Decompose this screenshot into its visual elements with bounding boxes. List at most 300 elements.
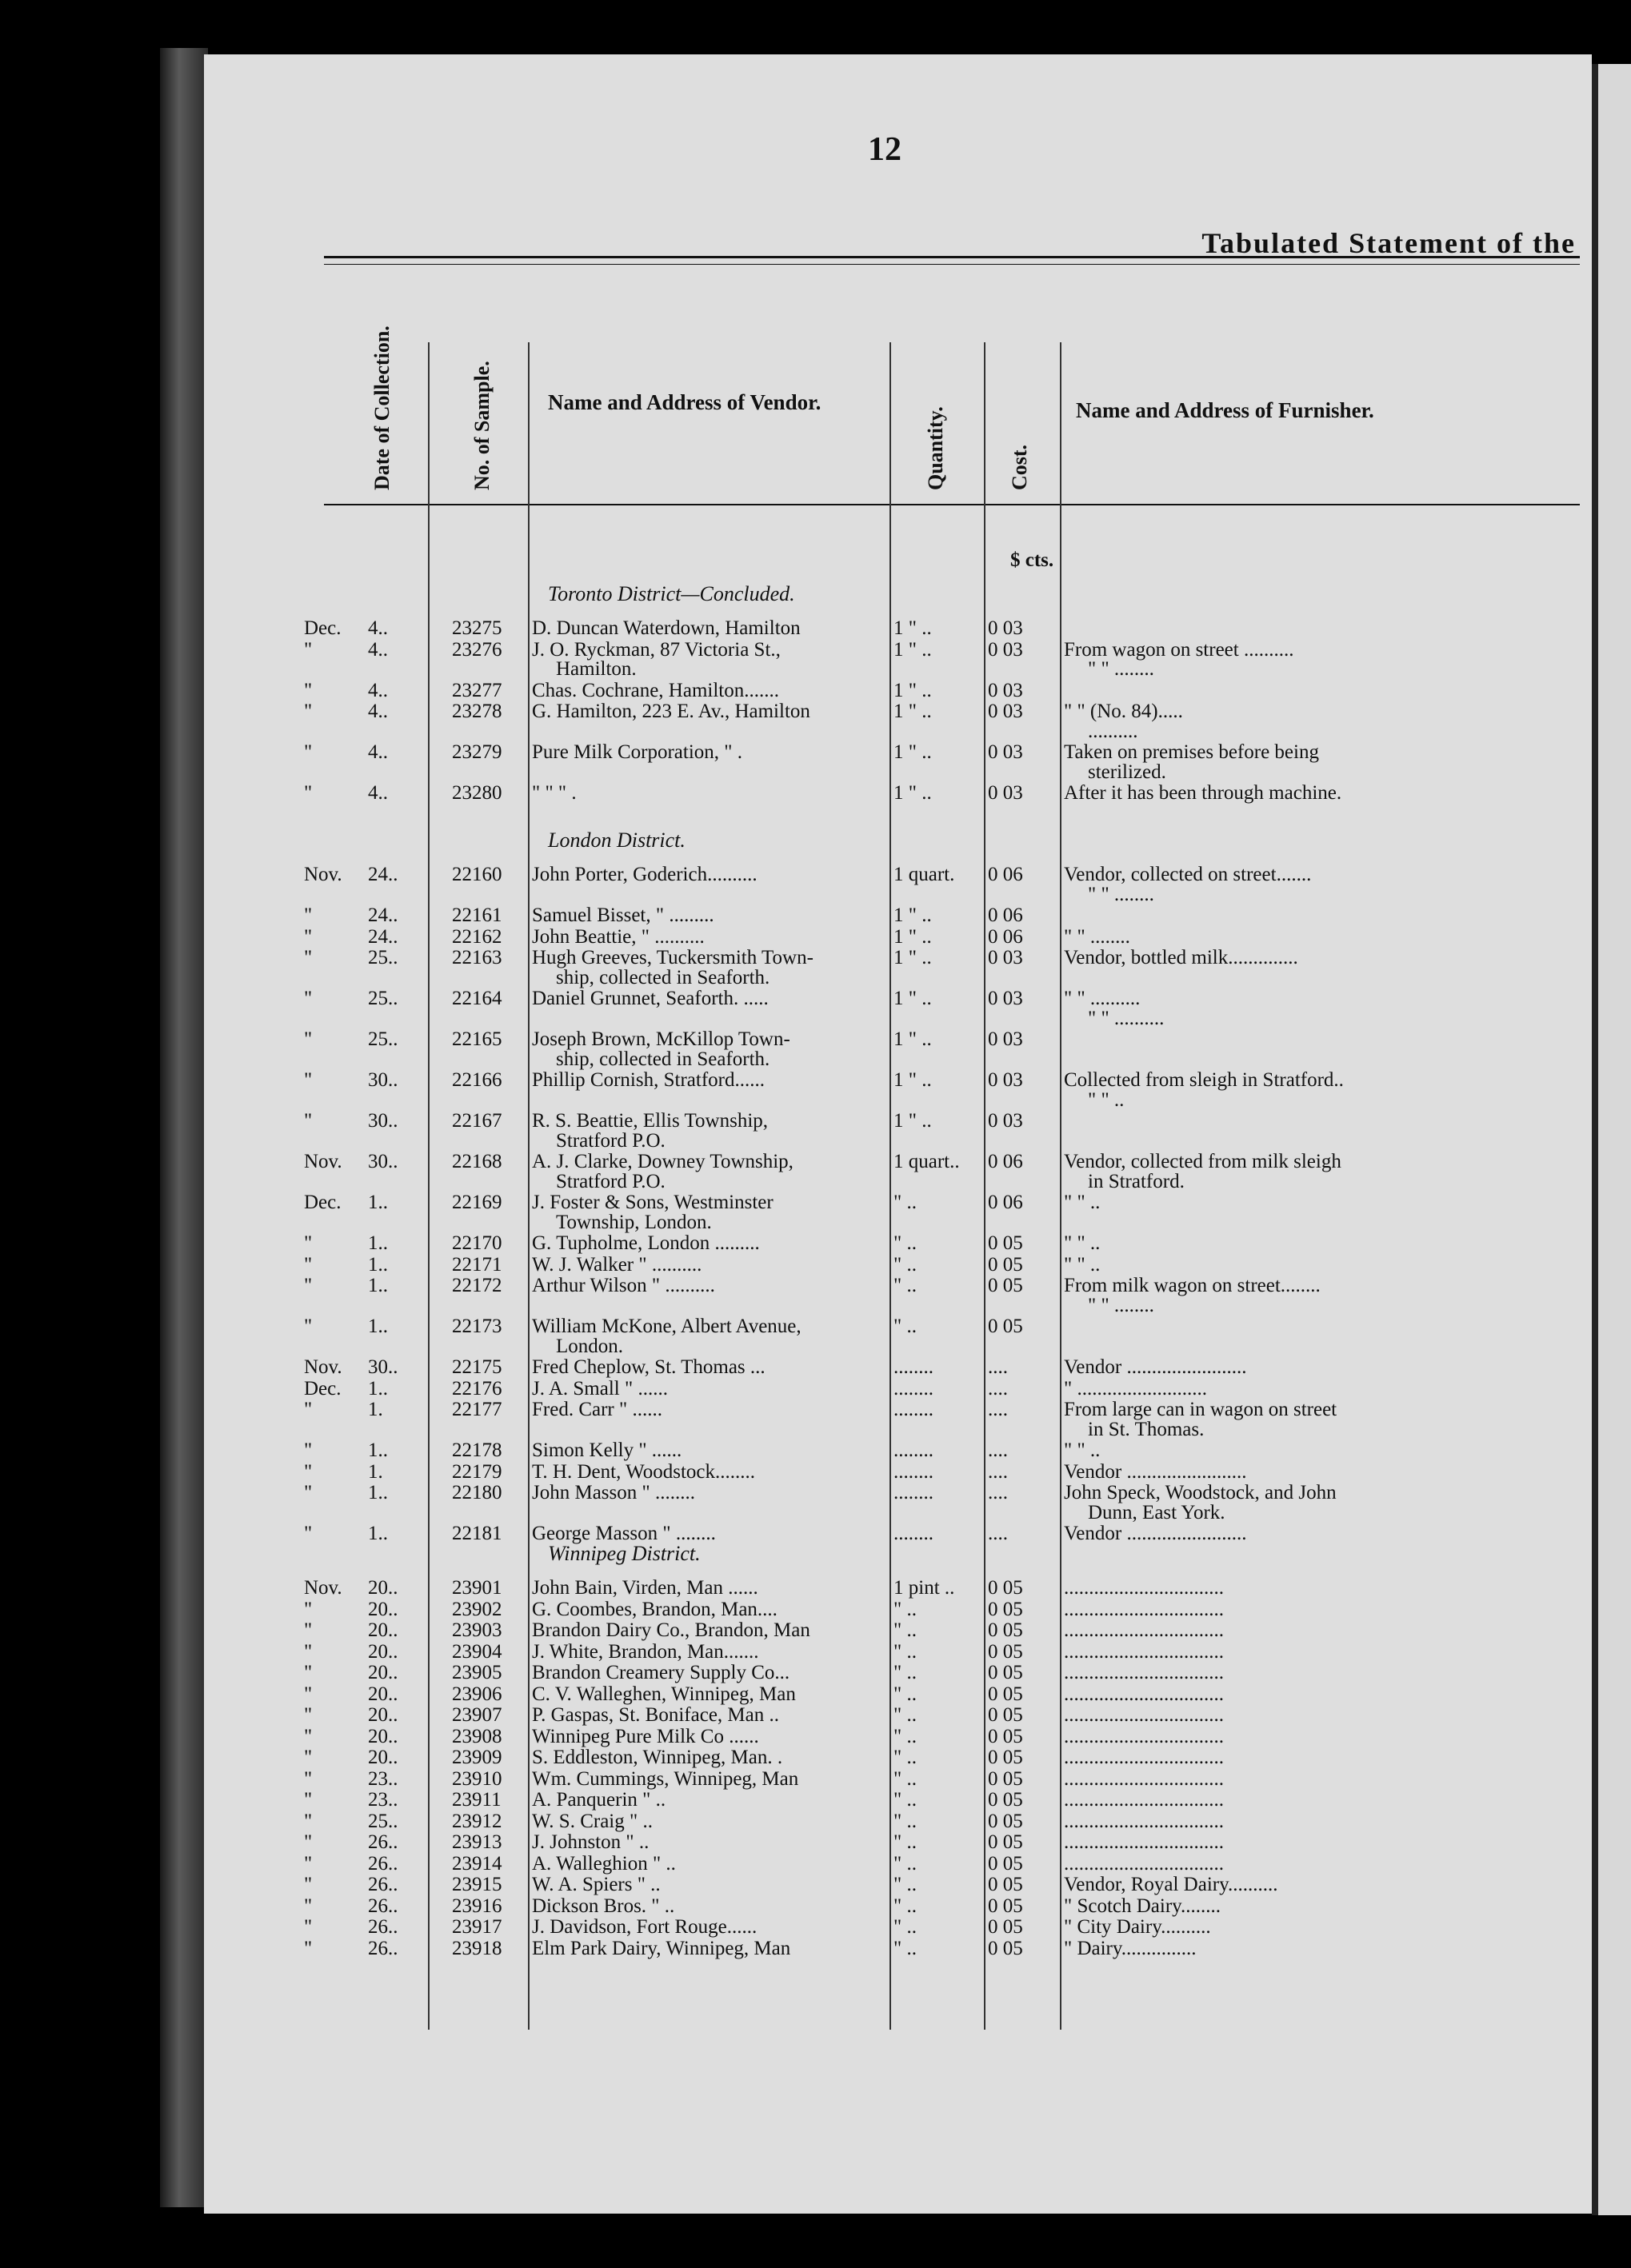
- date-month: ": [304, 1619, 313, 1641]
- furnisher: Vendor ........................: [1064, 1356, 1247, 1378]
- quantity: " ..: [893, 1253, 917, 1276]
- cost: 0 06: [988, 1151, 1023, 1172]
- date-day: 4..: [368, 638, 388, 661]
- quantity: 1 " ..: [893, 701, 932, 722]
- sample-number: 23904: [452, 1640, 502, 1663]
- quantity: 1 " ..: [893, 988, 932, 1009]
- date-month: ": [304, 925, 313, 948]
- date-day: 1..: [368, 1482, 388, 1503]
- furnisher: " " ........: [1064, 925, 1130, 948]
- sample-number: 23914: [452, 1852, 502, 1875]
- sample-number: 22167: [452, 1110, 502, 1132]
- cost: 0 06: [988, 925, 1023, 948]
- date-day: 20..: [368, 1640, 398, 1663]
- sample-number: 23280: [452, 782, 502, 804]
- column-header-cost: Cost.: [1008, 444, 1031, 490]
- date-day: 23..: [368, 1767, 398, 1790]
- quantity: ........: [893, 1482, 933, 1503]
- cost: 0 05: [988, 1747, 1023, 1768]
- cost: ....: [988, 1399, 1008, 1420]
- quantity: " ..: [893, 1725, 917, 1747]
- vendor-name-continued: Stratford P.O.: [556, 1170, 666, 1192]
- sample-number: 23279: [452, 741, 502, 763]
- vendor-name: John Porter, Goderich..........: [532, 864, 758, 885]
- quantity: " ..: [893, 1316, 917, 1337]
- date-day: 30..: [368, 1069, 398, 1091]
- date-month: ": [304, 1725, 313, 1747]
- cost: 0 05: [988, 1662, 1023, 1683]
- furnisher: " " ..........: [1064, 988, 1141, 1009]
- date-month: ": [304, 1852, 313, 1875]
- vendor-name: P. Gaspas, St. Boniface, Man ..: [532, 1704, 779, 1726]
- vendor-name: Daniel Grunnet, Seaforth. .....: [532, 988, 769, 1009]
- date-day: 30..: [368, 1110, 398, 1132]
- date-month: ": [304, 1028, 313, 1050]
- date-day: 23..: [368, 1789, 398, 1811]
- vendor-name: J. Davidson, Fort Rouge......: [532, 1916, 758, 1938]
- sample-number: 23909: [452, 1747, 502, 1768]
- furnisher: ................................: [1064, 1619, 1224, 1641]
- vendor-name: A. Panquerin " ..: [532, 1789, 666, 1811]
- date-month: ": [304, 904, 313, 926]
- vendor-name: Joseph Brown, McKillop Town-: [532, 1028, 790, 1050]
- date-day: 20..: [368, 1662, 398, 1683]
- date-month: Nov.: [304, 864, 342, 885]
- quantity: " ..: [893, 1874, 917, 1895]
- vendor-name: J. A. Small " ......: [532, 1377, 668, 1400]
- vendor-name: Pure Milk Corporation, " .: [532, 741, 742, 763]
- date-day: 24..: [368, 864, 398, 885]
- cost: ....: [988, 1439, 1008, 1461]
- vendor-name: Dickson Bros. " ..: [532, 1895, 675, 1917]
- furnisher-continued: ..........: [1088, 720, 1138, 742]
- date-month: ": [304, 1232, 313, 1254]
- quantity: 1 " ..: [893, 1028, 932, 1050]
- date-month: ": [304, 1598, 313, 1620]
- date-day: 26..: [368, 1895, 398, 1917]
- furnisher: John Speck, Woodstock, and John: [1064, 1482, 1337, 1503]
- furnisher: Collected from sleigh in Stratford..: [1064, 1069, 1344, 1091]
- cost: 0 05: [988, 1577, 1023, 1599]
- furnisher: Vendor ........................: [1064, 1460, 1247, 1483]
- date-day: 20..: [368, 1704, 398, 1726]
- quantity: " ..: [893, 1598, 917, 1620]
- date-day: 25..: [368, 1810, 398, 1832]
- date-day: 25..: [368, 1028, 398, 1050]
- column-divider: [889, 342, 891, 2030]
- column-divider: [1060, 342, 1061, 2030]
- vendor-name: Brandon Creamery Supply Co...: [532, 1662, 790, 1683]
- vendor-name: J. O. Ryckman, 87 Victoria St.,: [532, 638, 781, 661]
- cost: 0 03: [988, 617, 1023, 639]
- date-day: 1..: [368, 1232, 388, 1254]
- vendor-name: John Masson " ........: [532, 1482, 695, 1503]
- cost: 0 05: [988, 1316, 1023, 1337]
- furnisher-continued: in Stratford.: [1088, 1170, 1185, 1192]
- date-day: 20..: [368, 1577, 398, 1599]
- sample-number: 22181: [452, 1523, 502, 1544]
- date-day: 24..: [368, 925, 398, 948]
- date-day: 20..: [368, 1598, 398, 1620]
- date-month: ": [304, 1789, 313, 1811]
- sample-number: 23910: [452, 1767, 502, 1790]
- furnisher: ................................: [1064, 1810, 1224, 1832]
- cost: 0 05: [988, 1725, 1023, 1747]
- sample-number: 23903: [452, 1619, 502, 1641]
- date-month: ": [304, 1916, 313, 1938]
- vendor-name-continued: London.: [556, 1335, 624, 1357]
- date-month: ": [304, 1110, 313, 1132]
- vendor-name: G. Hamilton, 223 E. Av., Hamilton: [532, 701, 810, 722]
- furnisher: " " ..: [1064, 1192, 1101, 1213]
- date-day: 1..: [368, 1316, 388, 1337]
- furnisher-continued: " " ........: [1088, 658, 1154, 680]
- page-gutter-shadow: [1592, 64, 1598, 2215]
- quantity: 1 " ..: [893, 782, 932, 804]
- furnisher: Taken on premises before being: [1064, 741, 1319, 763]
- vendor-name: George Masson " ........: [532, 1523, 716, 1544]
- quantity: " ..: [893, 1662, 917, 1683]
- date-month: ": [304, 1874, 313, 1895]
- furnisher: " ..........................: [1064, 1377, 1207, 1400]
- vendor-name: John Beattie, " ..........: [532, 925, 705, 948]
- date-day: 20..: [368, 1619, 398, 1641]
- quantity: 1 " ..: [893, 679, 932, 701]
- furnisher: Vendor, bottled milk..............: [1064, 947, 1298, 968]
- cost: 0 05: [988, 1767, 1023, 1790]
- page-number: 12: [868, 131, 901, 168]
- quantity: ........: [893, 1460, 933, 1483]
- date-day: 1..: [368, 1523, 388, 1544]
- cost: 0 03: [988, 947, 1023, 968]
- quantity: 1 " ..: [893, 1110, 932, 1132]
- cost: 0 03: [988, 741, 1023, 763]
- vendor-name: Fred Cheplow, St. Thomas ...: [532, 1356, 766, 1378]
- sample-number: 22172: [452, 1275, 502, 1296]
- quantity: " ..: [893, 1810, 917, 1832]
- column-divider: [528, 342, 530, 2030]
- date-month: ": [304, 782, 313, 804]
- sample-number: 23275: [452, 617, 502, 639]
- date-day: 1..: [368, 1275, 388, 1296]
- quantity: 1 quart..: [893, 1151, 960, 1172]
- quantity: " ..: [893, 1704, 917, 1726]
- date-day: 4..: [368, 617, 388, 639]
- quantity: " ..: [893, 1852, 917, 1875]
- section-title: London District.: [548, 829, 686, 852]
- sample-number: 23902: [452, 1598, 502, 1620]
- cost: 0 05: [988, 1852, 1023, 1875]
- date-day: 20..: [368, 1725, 398, 1747]
- date-day: 4..: [368, 679, 388, 701]
- quantity: 1 " ..: [893, 947, 932, 968]
- furnisher: Vendor ........................: [1064, 1523, 1247, 1544]
- cost: 0 05: [988, 1232, 1023, 1254]
- sample-number: 23912: [452, 1810, 502, 1832]
- sample-number: 22177: [452, 1399, 502, 1420]
- date-day: 1..: [368, 1377, 388, 1400]
- sample-number: 23276: [452, 638, 502, 661]
- furnisher: ................................: [1064, 1704, 1224, 1726]
- sample-number: 22175: [452, 1356, 502, 1378]
- sample-number: 23905: [452, 1662, 502, 1683]
- date-month: Dec.: [304, 617, 342, 639]
- cost: 0 05: [988, 1789, 1023, 1811]
- furnisher: ................................: [1064, 1662, 1224, 1683]
- quantity: " ..: [893, 1895, 917, 1917]
- vendor-name: G. Tupholme, London .........: [532, 1232, 760, 1254]
- sample-number: 22164: [452, 988, 502, 1009]
- date-month: ": [304, 1704, 313, 1726]
- vendor-name: Elm Park Dairy, Winnipeg, Man: [532, 1937, 791, 1959]
- quantity: ........: [893, 1439, 933, 1461]
- furnisher-continued: " " ........: [1088, 883, 1154, 905]
- vendor-name-continued: Stratford P.O.: [556, 1129, 666, 1152]
- furnisher: From large can in wagon on street: [1064, 1399, 1337, 1420]
- sample-number: 23278: [452, 701, 502, 722]
- vendor-name: Samuel Bisset, " .........: [532, 904, 714, 926]
- sample-number: 22162: [452, 925, 502, 948]
- quantity: 1 " ..: [893, 904, 932, 926]
- furnisher: ................................: [1064, 1831, 1224, 1853]
- quantity: " ..: [893, 1232, 917, 1254]
- quantity: " ..: [893, 1789, 917, 1811]
- vendor-name-continued: Township, London.: [556, 1211, 712, 1233]
- column-divider: [428, 342, 430, 2030]
- quantity: " ..: [893, 1747, 917, 1768]
- sample-number: 22160: [452, 864, 502, 885]
- date-month: ": [304, 1895, 313, 1917]
- date-month: ": [304, 638, 313, 661]
- cost: 0 03: [988, 1069, 1023, 1091]
- vendor-name: Winnipeg Pure Milk Co ......: [532, 1725, 759, 1747]
- quantity: " ..: [893, 1831, 917, 1853]
- vendor-name: Brandon Dairy Co., Brandon, Man: [532, 1619, 810, 1641]
- date-day: 24..: [368, 904, 398, 926]
- cost: ....: [988, 1523, 1008, 1544]
- vendor-name: D. Duncan Waterdown, Hamilton: [532, 617, 801, 639]
- furnisher-continued: Dunn, East York.: [1088, 1501, 1225, 1523]
- quantity: 1 " ..: [893, 1069, 932, 1091]
- cost: 0 05: [988, 1640, 1023, 1663]
- date-day: 26..: [368, 1916, 398, 1938]
- cost: 0 05: [988, 1253, 1023, 1276]
- date-day: 26..: [368, 1874, 398, 1895]
- date-month: ": [304, 1523, 313, 1544]
- vendor-name-continued: Hamilton.: [556, 658, 637, 680]
- column-header-sample: No. of Sample.: [470, 361, 494, 490]
- furnisher: ................................: [1064, 1789, 1224, 1811]
- sample-number: 22165: [452, 1028, 502, 1050]
- vendor-name: W. A. Spiers " ..: [532, 1874, 661, 1895]
- vendor-name: Simon Kelly " ......: [532, 1439, 682, 1461]
- furnisher: ................................: [1064, 1598, 1224, 1620]
- cost: 0 03: [988, 1028, 1023, 1050]
- vendor-name-continued: ship, collected in Seaforth.: [556, 966, 770, 988]
- vendor-name: Hugh Greeves, Tuckersmith Town-: [532, 947, 814, 968]
- furnisher: ................................: [1064, 1747, 1224, 1768]
- vendor-name: A. Walleghion " ..: [532, 1852, 676, 1875]
- date-month: ": [304, 1937, 313, 1959]
- furnisher-continued: sterilized.: [1088, 761, 1166, 783]
- quantity: " ..: [893, 1916, 917, 1938]
- cost: ....: [988, 1460, 1008, 1483]
- vendor-name: S. Eddleston, Winnipeg, Man. .: [532, 1747, 783, 1768]
- furnisher-continued: in St. Thomas.: [1088, 1418, 1205, 1440]
- date-month: ": [304, 1747, 313, 1768]
- date-day: 26..: [368, 1937, 398, 1959]
- vendor-name: Arthur Wilson " ..........: [532, 1275, 715, 1296]
- vendor-name: Fred. Carr " ......: [532, 1399, 662, 1420]
- cost: 0 03: [988, 988, 1023, 1009]
- sample-number: 23913: [452, 1831, 502, 1853]
- date-month: Dec.: [304, 1377, 342, 1400]
- sample-number: 23906: [452, 1683, 502, 1705]
- cost: 0 05: [988, 1937, 1023, 1959]
- furnisher: Vendor, collected on street.......: [1064, 864, 1312, 885]
- quantity: " ..: [893, 1767, 917, 1790]
- date-month: ": [304, 1640, 313, 1663]
- date-day: 1..: [368, 1253, 388, 1276]
- sample-number: 23901: [452, 1577, 502, 1599]
- date-day: 4..: [368, 782, 388, 804]
- date-month: ": [304, 1253, 313, 1276]
- date-month: ": [304, 1831, 313, 1853]
- date-month: ": [304, 1683, 313, 1705]
- sample-number: 22176: [452, 1377, 502, 1400]
- date-month: ": [304, 741, 313, 763]
- date-day: 1.: [368, 1399, 383, 1420]
- vendor-name: Chas. Cochrane, Hamilton.......: [532, 679, 779, 701]
- sample-number: 22173: [452, 1316, 502, 1337]
- furnisher: ................................: [1064, 1683, 1224, 1705]
- vendor-name: J. Johnston " ..: [532, 1831, 650, 1853]
- cost: 0 03: [988, 679, 1023, 701]
- sample-number: 23277: [452, 679, 502, 701]
- quantity: 1 quart.: [893, 864, 955, 885]
- date-month: ": [304, 1460, 313, 1483]
- vendor-name: William McKone, Albert Avenue,: [532, 1316, 802, 1337]
- quantity: ........: [893, 1399, 933, 1420]
- sample-number: 22163: [452, 947, 502, 968]
- cost: 0 05: [988, 1275, 1023, 1296]
- vendor-name: T. H. Dent, Woodstock........: [532, 1460, 755, 1483]
- date-day: 26..: [368, 1831, 398, 1853]
- sample-number: 23917: [452, 1916, 502, 1938]
- sample-number: 23911: [452, 1789, 502, 1811]
- furnisher: ................................: [1064, 1767, 1224, 1790]
- date-month: ": [304, 1767, 313, 1790]
- date-month: ": [304, 1662, 313, 1683]
- vendor-name: C. V. Walleghen, Winnipeg, Man: [532, 1683, 796, 1705]
- furnisher: After it has been through machine.: [1064, 782, 1342, 804]
- quantity: ........: [893, 1523, 933, 1544]
- date-day: 4..: [368, 741, 388, 763]
- column-header-date: Date of Collection.: [370, 325, 394, 490]
- furnisher-continued: " " ........: [1088, 1294, 1154, 1316]
- furnisher: " " ..: [1064, 1232, 1101, 1254]
- date-month: ": [304, 1439, 313, 1461]
- cost: 0 05: [988, 1831, 1023, 1853]
- cost: 0 06: [988, 1192, 1023, 1213]
- date-day: 25..: [368, 988, 398, 1009]
- date-month: ": [304, 1399, 313, 1420]
- furnisher: ................................: [1064, 1640, 1224, 1663]
- cost: 0 06: [988, 864, 1023, 885]
- quantity: " ..: [893, 1640, 917, 1663]
- cost: 0 05: [988, 1895, 1023, 1917]
- cost-units-label: $ cts.: [1010, 549, 1054, 571]
- date-month: Dec.: [304, 1192, 342, 1213]
- date-day: 25..: [368, 947, 398, 968]
- column-header-vendor: Name and Address of Vendor.: [548, 390, 821, 414]
- furnisher: " Dairy...............: [1064, 1937, 1197, 1959]
- column-header-quantity: Quantity.: [924, 406, 947, 490]
- furnisher: " " (No. 84).....: [1064, 701, 1183, 722]
- sample-number: 22166: [452, 1069, 502, 1091]
- section-title: Toronto District—Concluded.: [548, 582, 795, 605]
- page-title: Tabulated Statement of the: [1201, 227, 1576, 259]
- date-month: ": [304, 1482, 313, 1503]
- date-day: 4..: [368, 701, 388, 722]
- cost: 0 05: [988, 1598, 1023, 1620]
- quantity: ........: [893, 1377, 933, 1400]
- vendor-name: A. J. Clarke, Downey Township,: [532, 1151, 794, 1172]
- column-header-furnisher: Name and Address of Furnisher.: [1076, 398, 1374, 422]
- quantity: 1 pint ..: [893, 1577, 955, 1599]
- date-month: ": [304, 988, 313, 1009]
- date-day: 1..: [368, 1192, 388, 1213]
- vendor-name: J. Foster & Sons, Westminster: [532, 1192, 774, 1213]
- cost: 0 05: [988, 1683, 1023, 1705]
- date-month: Nov.: [304, 1151, 342, 1172]
- furnisher: Vendor, collected from milk sleigh: [1064, 1151, 1341, 1172]
- furnisher: " Scotch Dairy........: [1064, 1895, 1221, 1917]
- date-month: ": [304, 947, 313, 968]
- quantity: ........: [893, 1356, 933, 1378]
- column-divider: [984, 342, 985, 2030]
- sample-number: 22178: [452, 1439, 502, 1461]
- date-month: ": [304, 1316, 313, 1337]
- vendor-name: Wm. Cummings, Winnipeg, Man: [532, 1767, 799, 1790]
- cost: ....: [988, 1356, 1008, 1378]
- furnisher: ................................: [1064, 1725, 1224, 1747]
- quantity: 1 " ..: [893, 925, 932, 948]
- header-rule-top: [324, 256, 1580, 258]
- section-title: Winnipeg District.: [548, 1542, 701, 1565]
- date-day: 1..: [368, 1439, 388, 1461]
- cost: 0 05: [988, 1619, 1023, 1641]
- date-day: 1.: [368, 1460, 383, 1483]
- date-day: 30..: [368, 1356, 398, 1378]
- sample-number: 22170: [452, 1232, 502, 1254]
- vendor-name: W. J. Walker " ..........: [532, 1253, 702, 1276]
- quantity: " ..: [893, 1192, 917, 1213]
- vendor-name-continued: ship, collected in Seaforth.: [556, 1048, 770, 1070]
- cost: 0 05: [988, 1916, 1023, 1938]
- furnisher: From wagon on street ..........: [1064, 638, 1294, 661]
- date-day: 20..: [368, 1747, 398, 1768]
- date-month: Nov.: [304, 1577, 342, 1599]
- header-rule-bottom: [324, 504, 1580, 505]
- sample-number: 23907: [452, 1704, 502, 1726]
- sample-number: 23915: [452, 1874, 502, 1895]
- date-month: ": [304, 701, 313, 722]
- furnisher: " City Dairy..........: [1064, 1916, 1211, 1938]
- furnisher: Vendor, Royal Dairy..........: [1064, 1874, 1278, 1895]
- quantity: " ..: [893, 1937, 917, 1959]
- sample-number: 22171: [452, 1253, 502, 1276]
